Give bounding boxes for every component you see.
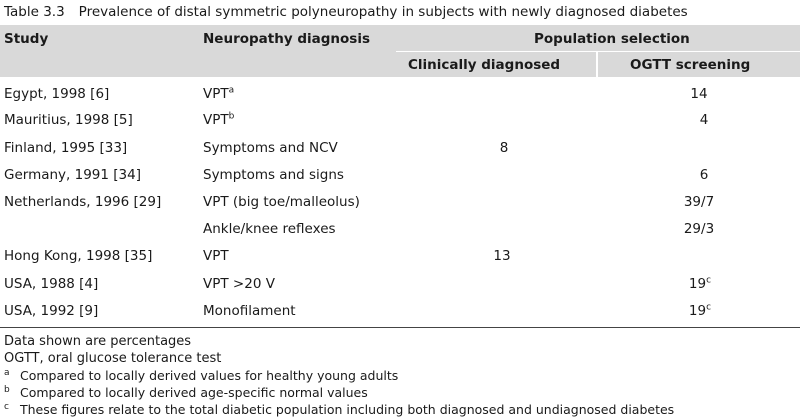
- header-column-divider: [596, 52, 598, 77]
- header-clinically-diagnosed: Clinically diagnosed: [408, 57, 561, 73]
- header-study: Study: [4, 31, 49, 47]
- cell-ogtt: 14: [690, 86, 708, 102]
- cell-ogtt: 39/7: [683, 194, 715, 210]
- header-subdivider: [396, 51, 800, 52]
- cell-diagnosis: Symptoms and NCV: [203, 140, 338, 156]
- cell-study: Finland, 1995 [33]: [4, 140, 128, 156]
- cell-study: USA, 1988 [4]: [4, 276, 99, 292]
- header-diagnosis: Neuropathy diagnosis: [203, 31, 370, 47]
- cell-diagnosis: VPT: [203, 248, 229, 264]
- cell-ogtt: 19$^c$: [688, 302, 712, 319]
- cell-ogtt: 19$^c$: [688, 275, 712, 292]
- header-ogtt-screening: OGTT screening: [630, 57, 751, 73]
- cell-diagnosis: Symptoms and signs: [203, 167, 344, 183]
- cell-study: Egypt, 1998 [6]: [4, 86, 110, 102]
- table-number: Table 3.3: [4, 4, 65, 20]
- note-percentages: Data shown are percentages: [4, 334, 192, 349]
- cell-study: Netherlands, 1996 [29]: [4, 194, 162, 210]
- header-population: Population selection: [534, 31, 690, 47]
- cell-diagnosis: VPT$^a$: [203, 85, 235, 102]
- cell-study: Mauritius, 1998 [5]: [4, 112, 133, 128]
- cell-ogtt: 6: [699, 167, 709, 183]
- cell-ogtt: 4: [699, 112, 709, 128]
- footnote-b: b Compared to locally derived age-specific normal values: [4, 384, 368, 400]
- cell-diagnosis: VPT$^b$: [203, 111, 235, 128]
- cell-ogtt: 29/3: [683, 221, 715, 237]
- cell-diagnosis: VPT >20 V: [203, 276, 275, 292]
- cell-study: Germany, 1991 [34]: [4, 167, 141, 183]
- table-bottom-rule: [0, 327, 800, 328]
- cell-study: Hong Kong, 1998 [35]: [4, 248, 153, 264]
- footnote-a: a Compared to locally derived values for healthy young adults: [4, 367, 399, 383]
- cell-clinical: 8: [499, 140, 509, 156]
- cell-clinical: 13: [493, 248, 511, 264]
- cell-diagnosis: Ankle/knee reflexes: [203, 221, 336, 237]
- table-caption: [4, 3, 688, 21]
- cell-study: USA, 1992 [9]: [4, 303, 99, 319]
- note-ogtt-definition: OGTT, oral glucose tolerance test: [4, 351, 222, 366]
- cell-diagnosis: VPT (big toe/malleolus): [203, 194, 360, 210]
- cell-diagnosis: Monofilament: [203, 303, 296, 319]
- table-title: Prevalence of distal symmetric polyneuropathy in subjects with newly diagnosed diabetes: [78, 4, 688, 20]
- footnote-c: c These figures relate to the total diabetic population including both diagnosed and undiagnosed diabetes: [4, 401, 675, 417]
